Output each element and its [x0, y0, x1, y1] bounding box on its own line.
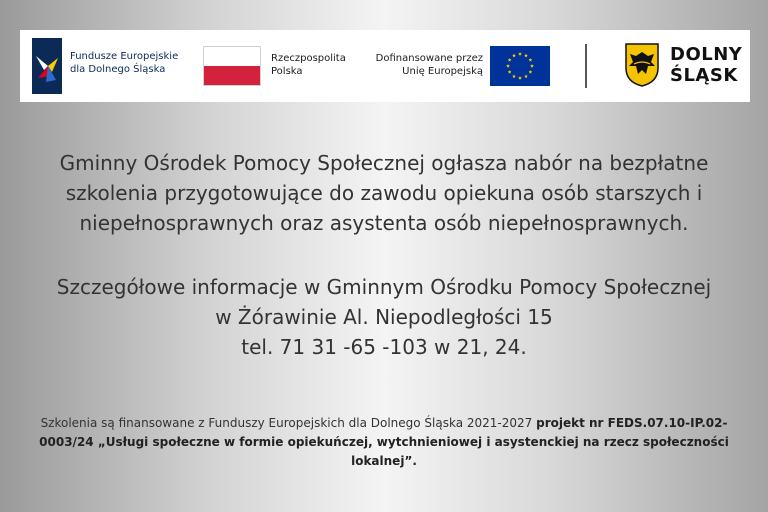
funding-footer-bold: projekt nr FEDS.07.10-IP.02-0003/24 „Usługi społeczne w formie opiekuńczej, wytchnieniowej i asystenckiej na rzecz społeczności lokalnej”. — [39, 416, 729, 468]
logo-bar — [20, 30, 750, 102]
rzeczpospolita-polska-label: Rzeczpospolita Polska — [271, 53, 346, 77]
polish-flag-icon — [203, 46, 261, 86]
info-line-1: Szczegółowe informacje w Gminnym Ośrodku Pomocy Społecznej — [56, 275, 712, 299]
eu-flag-icon — [490, 46, 550, 86]
fundusze-europejskie-logo-icon — [32, 38, 62, 94]
announcement-main-text: Gminny Ośrodek Pomocy Społecznej ogłasza nabór na bezpłatne szkolenia przygotowujące do zawodu opiekuna osób starszych i niepełnosprawnych oraz asystenta osób niepełnosprawnych. — [59, 151, 709, 235]
info-line-2: w Żórawinie Al. Niepodległości 15 — [215, 305, 553, 329]
funding-footer-plain: Szkolenia są finansowane z Funduszy Europejskich dla Dolnego Śląska 2021-2027 — [40, 416, 537, 430]
dolny-slask-crest-icon — [624, 42, 660, 88]
fundusze-europejskie-label: Fundusze Europejskie dla Dolnego Śląska — [70, 51, 179, 75]
funding-footer — [30, 414, 738, 471]
logo-divider — [585, 44, 587, 88]
info-line-3: tel. 71 31 -65 -103 w 21, 24. — [241, 335, 527, 359]
announcement-info — [20, 272, 748, 362]
dofinansowane-label: Dofinansowane przez Unię Europejską — [375, 53, 483, 77]
dolny-slask-label: DOLNY ŚLĄSK — [670, 44, 743, 86]
